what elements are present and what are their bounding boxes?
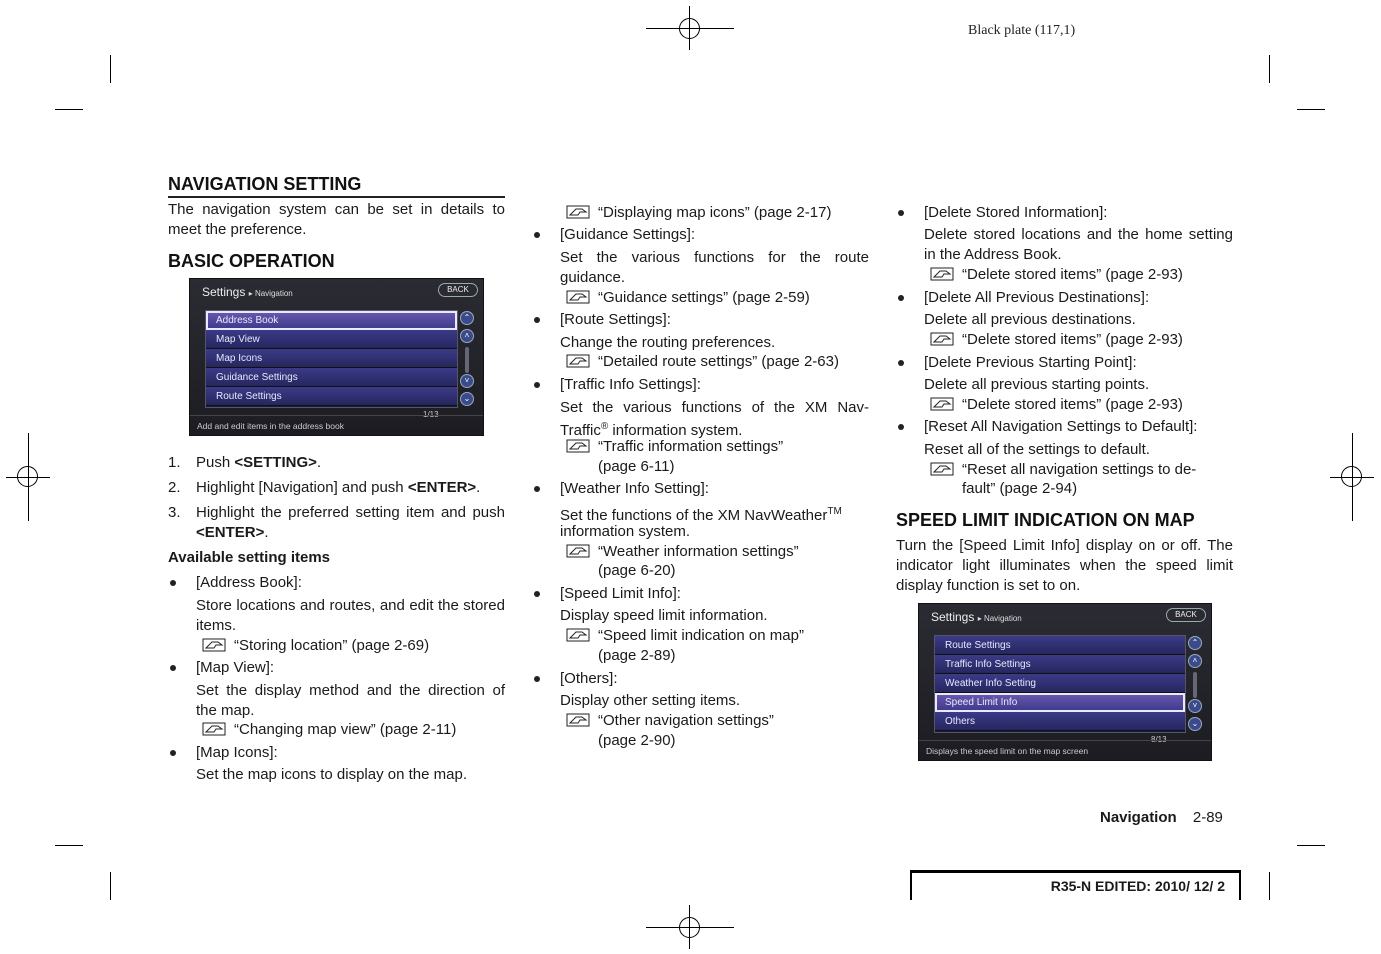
menu-item-others: Others	[935, 712, 1185, 731]
item-desc-traffic-line-1: Set the various functions of the XM Nav-	[560, 399, 869, 416]
item-label-map-view: [Map View]:	[196, 659, 275, 676]
screen-menu-list	[205, 310, 458, 408]
menu-item-map-icons: Map Icons	[206, 349, 457, 368]
reference-hand-icon	[930, 396, 956, 412]
ref-guidance-settings: “Guidance settings” (page 2-59)	[566, 288, 810, 308]
item-label-map-icons: [Map Icons]:	[196, 744, 278, 761]
ref-reset-page: fault” (page 2-94)	[962, 480, 1078, 497]
edited-stamp: R35-N EDITED: 2010/ 12/ 2	[1050, 878, 1225, 894]
item-desc-map-view: Set the display method and the direction of the map.	[196, 682, 505, 719]
item-label-reset-all-navigation-settings: [Reset All Navigation Settings to Default]:	[924, 418, 1198, 435]
scroll-down-icon: ˅	[1188, 699, 1202, 713]
page-footer	[1100, 808, 1223, 828]
scroll-up-icon: ˄	[460, 329, 474, 343]
menu-item-route-settings: Route Settings	[935, 636, 1185, 655]
ref-reset-all-navigation-settings: “Reset all navigation settings to de-	[930, 460, 1196, 480]
page-up-icon: ⌃	[1188, 636, 1202, 650]
ref-others-page: (page 2-90)	[598, 732, 676, 749]
page-up-icon: ⌃	[460, 311, 474, 325]
item-desc-map-icons: Set the map icons to display on the map.	[196, 766, 467, 783]
plate-label: Black plate (117,1)	[968, 23, 1076, 38]
item-label-delete-all-previous-destinations: [Delete All Previous Destinations]:	[924, 289, 1150, 306]
ref-changing-map-view: “Changing map view” (page 2-11)	[202, 720, 456, 740]
ref-other-navigation-settings: “Other navigation settings”	[566, 711, 774, 731]
section-title-speed-limit: SPEED LIMIT INDICATION ON MAP	[896, 510, 1195, 530]
item-desc-delete-stored-information: Delete stored locations and the home setting in the Address Book.	[924, 226, 1233, 263]
ref-delete-stored-items-3: “Delete stored items” (page 2-93)	[930, 395, 1183, 415]
item-label-delete-stored-information: [Delete Stored Information]:	[924, 204, 1108, 221]
scroll-up-icon: ˄	[1188, 654, 1202, 668]
menu-item-traffic-info-settings: Traffic Info Settings	[935, 655, 1185, 674]
item-desc-guidance-settings: Set the various functions for the route guidance.	[560, 249, 869, 286]
reference-hand-icon	[930, 461, 956, 477]
menu-item-map-view: Map View	[206, 330, 457, 349]
ref-displaying-map-icons: “Displaying map icons” (page 2-17)	[566, 203, 831, 223]
screen-title: Settings ▸ Navigation	[202, 285, 293, 299]
item-label-speed-limit-info: [Speed Limit Info]:	[560, 585, 681, 602]
bullet-icon	[534, 486, 540, 492]
bullet-icon	[898, 210, 904, 216]
menu-item-guidance-settings: Guidance Settings	[206, 368, 457, 387]
bullet-icon	[534, 232, 540, 238]
bullet-icon	[534, 676, 540, 682]
page-down-icon: ⌄	[1188, 717, 1202, 731]
reference-hand-icon	[930, 266, 956, 282]
item-desc-others: Display other setting items.	[560, 692, 741, 709]
scroll-down-icon: ˅	[460, 374, 474, 388]
section-title-navigation-setting: NAVIGATION SETTING	[168, 174, 362, 194]
item-desc-delete-all-previous-destinations: Delete all previous destinations.	[924, 311, 1136, 328]
item-desc-traffic-line-2: Traffic® information system.	[560, 421, 743, 439]
edited-box	[910, 870, 1241, 900]
back-button: BACK	[438, 283, 478, 297]
item-label-others: [Others]:	[560, 670, 618, 687]
reference-hand-icon	[566, 204, 592, 220]
speed-limit-text: Turn the [Speed Limit Info] display on or off. The indicator light illuminates when the speed limit display function is set to on.	[896, 537, 1233, 594]
bullet-icon	[170, 665, 176, 671]
item-label-route-settings: [Route Settings]:	[560, 311, 671, 328]
ref-delete-stored-items-2: “Delete stored items” (page 2-93)	[930, 330, 1183, 350]
reference-hand-icon	[566, 438, 592, 454]
bullet-icon	[898, 295, 904, 301]
scrollbar	[465, 347, 469, 373]
item-desc-weather-line-2: information system.	[560, 523, 691, 540]
nav-screen-settings-2	[918, 603, 1212, 761]
item-desc-route-settings: Change the routing preferences.	[560, 334, 776, 351]
bullet-icon	[898, 360, 904, 366]
ref-detailed-route-settings: “Detailed route settings” (page 2-63)	[566, 352, 839, 372]
item-desc-reset-all-navigation-settings: Reset all of the settings to default.	[924, 441, 1150, 458]
ref-speed-limit-indication: “Speed limit indication on map”	[566, 626, 804, 646]
menu-item-route-settings: Route Settings	[206, 387, 457, 406]
item-label-delete-previous-starting-point: [Delete Previous Starting Point]:	[924, 354, 1137, 371]
item-label-guidance-settings: [Guidance Settings]:	[560, 226, 696, 243]
back-button: BACK	[1166, 608, 1206, 622]
section-title-basic-operation: BASIC OPERATION	[168, 251, 335, 271]
ref-traffic-page: (page 6-11)	[598, 458, 675, 475]
reference-hand-icon	[566, 627, 592, 643]
item-desc-speed-limit-info: Display speed limit information.	[560, 607, 768, 624]
intro-text: The navigation system can be set in details to meet the preference.	[168, 201, 505, 238]
bullet-icon	[534, 591, 540, 597]
ref-speed-limit-page: (page 2-89)	[598, 647, 676, 664]
ref-traffic-information-settings: “Traffic information settings”	[566, 437, 783, 457]
ref-weather-information-settings: “Weather information settings”	[566, 542, 799, 562]
item-desc-address-book: Store locations and routes, and edit the stored items.	[196, 597, 505, 634]
scrollbar	[1193, 672, 1197, 698]
item-count: 8/13	[1151, 735, 1167, 744]
available-items-heading: Available setting items	[168, 549, 330, 566]
bullet-icon	[534, 317, 540, 323]
screen-title: Settings ▸ Navigation	[931, 610, 1022, 624]
reference-hand-icon	[202, 637, 228, 653]
status-text: Displays the speed limit on the map screen	[919, 740, 1211, 760]
title-rule	[168, 196, 505, 198]
item-desc-delete-previous-starting-point: Delete all previous starting points.	[924, 376, 1150, 393]
reference-hand-icon	[566, 712, 592, 728]
reference-hand-icon	[566, 289, 592, 305]
reference-hand-icon	[566, 353, 592, 369]
status-text: Add and edit items in the address book	[190, 415, 483, 435]
ref-weather-page: (page 6-20)	[598, 562, 676, 579]
item-count: 1/13	[423, 410, 439, 419]
reference-hand-icon	[202, 721, 228, 737]
footer-page-number: 2-89	[1192, 809, 1223, 826]
bullet-icon	[170, 580, 176, 586]
screen-menu-list	[934, 635, 1186, 733]
page-down-icon: ⌄	[460, 392, 474, 406]
nav-screen-settings-1	[189, 278, 484, 436]
ref-storing-location: “Storing location” (page 2-69)	[202, 636, 429, 656]
footer-section: Navigation	[1100, 809, 1177, 826]
item-label-weather-info-setting: [Weather Info Setting]:	[560, 480, 709, 497]
menu-item-weather-info-setting: Weather Info Setting	[935, 674, 1185, 693]
menu-item-speed-limit-info: Speed Limit Info	[935, 693, 1185, 712]
ref-delete-stored-items-1: “Delete stored items” (page 2-93)	[930, 265, 1183, 285]
item-desc-weather-line-1: Set the functions of the XM NavWeather™	[560, 506, 842, 524]
bullet-icon	[534, 382, 540, 388]
bullet-icon	[170, 750, 176, 756]
reference-hand-icon	[566, 543, 592, 559]
item-label-traffic-info-settings: [Traffic Info Settings]:	[560, 376, 701, 393]
item-label-address-book: [Address Book]:	[196, 574, 302, 591]
menu-item-address-book: Address Book	[206, 311, 457, 330]
reference-hand-icon	[930, 331, 956, 347]
bullet-icon	[898, 424, 904, 430]
